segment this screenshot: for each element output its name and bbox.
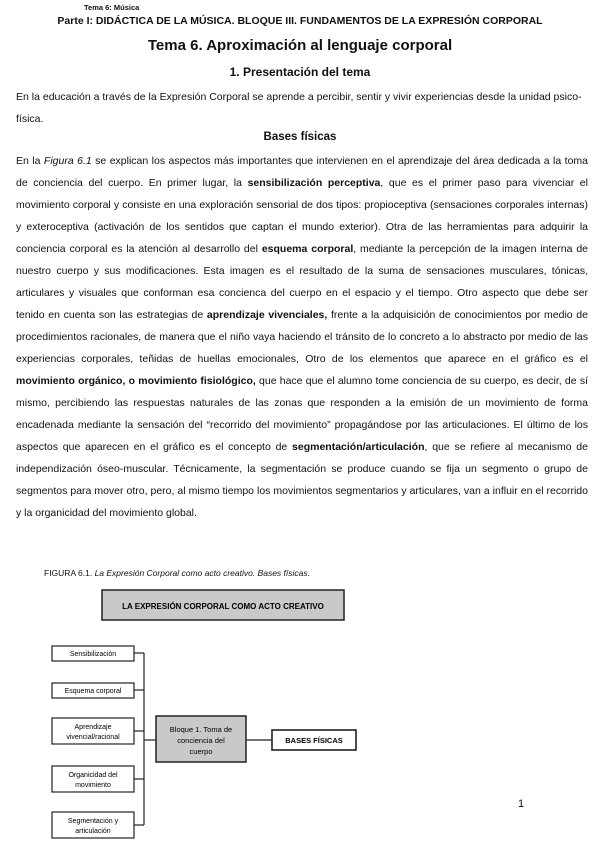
section-title: 1. Presentación del tema: [229, 65, 371, 79]
figure-caption-text: La Expresión Corporal como acto creativo. Bases físicas.: [94, 568, 310, 578]
diagram-item: [52, 646, 134, 661]
center-box-line: conciencia del: [177, 736, 225, 745]
svg-text:Organicidad del: Organicidad del: [68, 772, 118, 779]
diagram-item: [52, 812, 134, 838]
term-segmentacion: segmentación/articulación: [292, 441, 425, 453]
figure-caption-label: FIGURA 6.1.: [44, 568, 93, 578]
running-head: Tema 6: Música: [84, 3, 140, 12]
part-title: Parte I: DIDÁCTICA DE LA MÚSICA. BLOQUE III. FUNDAMENTOS DE LA EXPRESIÓN CORPORAL: [57, 15, 543, 27]
svg-text:Esquema corporal: Esquema corporal: [64, 688, 122, 695]
center-box-line: cuerpo: [189, 747, 213, 756]
svg-text:Aprendizaje: Aprendizaje: [74, 724, 112, 731]
result-box-label: BASES FÍSICAS: [285, 736, 343, 745]
diagram-item: [52, 718, 134, 744]
body-paragraph: En la Figura 6.1 se explican los aspectos más importantes que intervienen en el aprendizaje del área dedicada a la toma de conciencia del cuerpo. En primer lugar, la sensibilización perceptiva, que es el primer paso para vivenciar el movimiento corporal y consiste en una exploración sensorial de dos tipos: propioceptiva (sensaciones corporales internas) y exteroceptiva (activación de los sentidos que captan el mundo exterior). Otra de las herramientas para adquirir la conciencia corporal es la atención al desarrollo del esquema corporal, mediante la percepción de la imagen interna de nuestro cuerpo y sus modificaciones. Esta imagen es el resultado de la suma de sensaciones musculares, tónicas, articulares y visuales que conforman esa concienca del cuerpo en el espacio y el tiempo. Otro aspecto que debe ser tenido en cuenta son las estrategias de aprendizaje vivenciales, frente a la adquisición de conocimientos por medio de procedimientos racionales, de manera que el niño vaya haciendo el tránsito de lo concreto a lo abstracto por medio de las experiencias corporales, teñidas de huellas emocionales, Otro de los elementos que aparece en el gráfico es el movimiento orgánico, o movimiento fisiológico, que hace que el alumno tome conciencia de su cuerpo, es decir, de sí mismo, percibiendo las respuestas naturales de las zonas que responden a la emisión de un movimiento de forma encadenada mediante la sensación del “recorrido del movimiento” propagándose por las articulaciones. El último de los aspectos que aparecen en el gráfico es el concepto de segmentación/articulación, que se refiere al mecanismo de independización óseo-muscular. Técnicamente, la segmentación se produce cuando se fija un segmento o grupo de segmentos para mover otro, pero, al mismo tiempo los movimientos segmentarios y articulares, van a influir en el recorrido y la organicidad del movimiento global.: [16, 155, 589, 519]
intro-paragraph: En la educación a través de la Expresión Corporal se aprende a percibir, sentir y vivir experiencias desde la unidad psico-física.: [16, 91, 582, 125]
concept-diagram: [40, 582, 380, 844]
svg-text:articulación: articulación: [75, 828, 111, 835]
tema-title: Tema 6. Aproximación al lenguaje corporal: [147, 37, 453, 54]
subsection-title: Bases físicas: [263, 131, 337, 143]
term-sensibilizacion: sensibilización perceptiva: [247, 177, 381, 189]
svg-text:Segmentación y: Segmentación y: [67, 818, 119, 825]
diagram-item: [52, 683, 134, 698]
svg-text:vivencial/racional: vivencial/racional: [66, 734, 120, 741]
center-box-line: Bloque 1. Toma de: [169, 725, 233, 734]
term-movimiento-organico: movimiento orgánico, o movimiento fisiológico,: [16, 375, 256, 387]
svg-text:Sensibilización: Sensibilización: [69, 651, 117, 658]
diagram-item: [52, 766, 134, 792]
term-aprendizaje: aprendizaje vivenciales,: [206, 309, 328, 321]
term-esquema-corporal: esquema corporal: [261, 243, 354, 255]
svg-text:movimiento: movimiento: [75, 782, 111, 789]
figure-caption: [44, 568, 310, 578]
page-number: 1: [518, 798, 525, 810]
figure-reference: Figura 6.1: [43, 155, 92, 167]
top-box-label: LA EXPRESIÓN CORPORAL COMO ACTO CREATIVO: [122, 602, 324, 611]
